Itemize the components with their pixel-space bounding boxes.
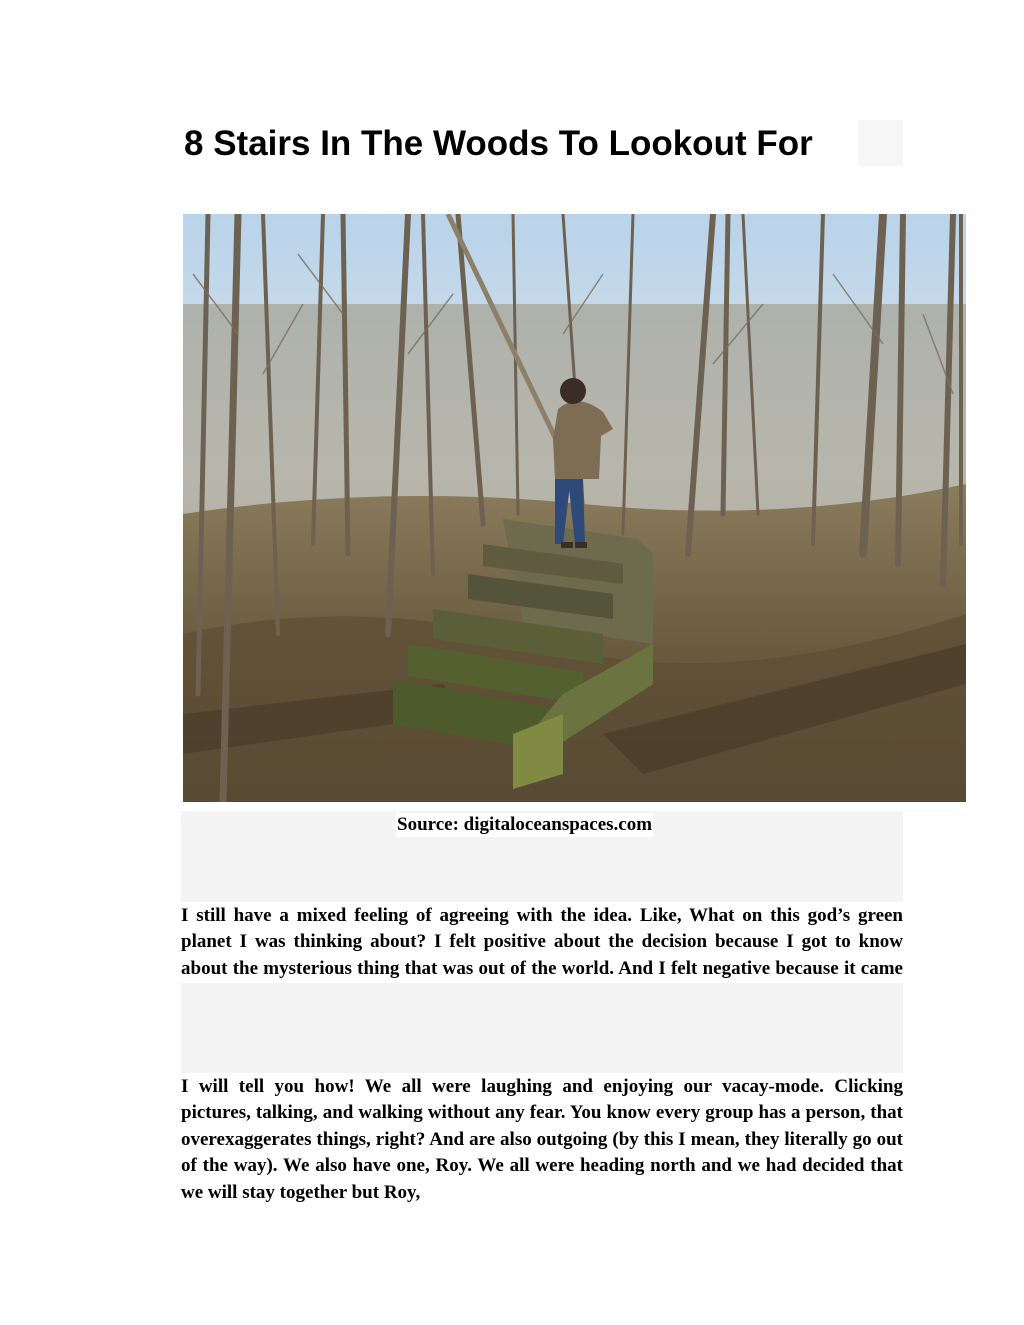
spacer-band <box>181 983 903 1073</box>
paragraph-2: I will tell you how! We all were laughing and enjoying our vacay-mode. Clicking pictures, talking, and walking without any fear. You know every group has a person, that overexaggerates things, right? And are also outgoing (by this I mean, they literally go out of the way). We also have one, Roy. We all were heading north and we had decided that we will stay together but Roy, <box>181 1074 903 1206</box>
article-title: 8 Stairs In The Woods To Lookout For <box>184 124 813 163</box>
forest-stairs-photo <box>183 214 966 802</box>
paragraph-1: I still have a mixed feeling of agreeing with the idea. Like, What on this god’s green planet I was thinking about? I felt positive about the decision because I got to know about the mysterious thing that was out of the world. And I felt negative because it came <box>181 903 903 1009</box>
image-caption: Source: digitaloceanspaces.com <box>397 814 653 835</box>
article-photo <box>183 214 966 802</box>
